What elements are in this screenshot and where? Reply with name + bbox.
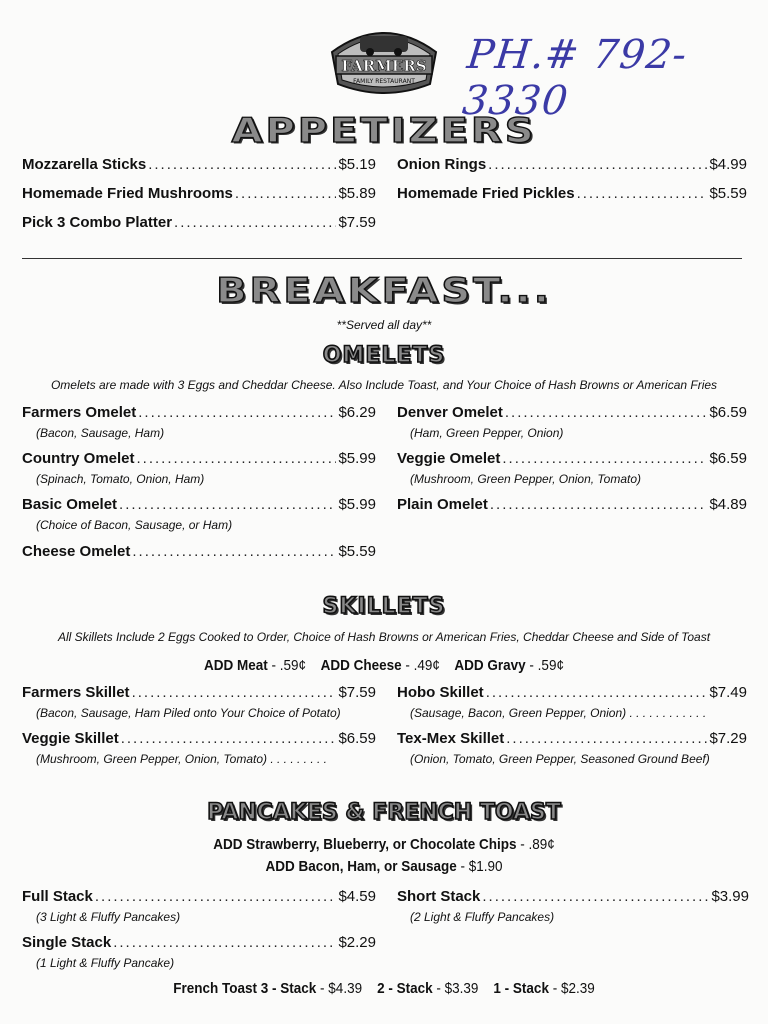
appetizers-heading: APPETIZERS [231, 111, 537, 151]
menu-item: Short Stack ..... $3.99 [397, 888, 749, 908]
item-description: (Mushroom, Green Pepper, Onion, Tomato) . . . . . . . . . [36, 752, 328, 766]
item-description: (Onion, Tomato, Green Pepper, Seasoned Ground Beef) [410, 752, 710, 766]
menu-item: Basic Omelet ..... $5.99 [22, 496, 376, 516]
menu-item: Farmers Omelet ..... $6.29 [22, 404, 376, 424]
menu-item: Full Stack ..... $4.59 [22, 888, 376, 908]
item-description: (Choice of Bacon, Sausage, or Ham) [36, 518, 233, 532]
menu-item: Cheese Omelet ..... $5.59 [22, 543, 376, 563]
item-description: (Spinach, Tomato, Onion, Ham) [36, 472, 205, 486]
breakfast-heading: BREAKFAST... [216, 271, 552, 311]
menu-item: Veggie Skillet ..... $6.59 [22, 730, 376, 750]
menu-item: Country Omelet ..... $5.99 [22, 450, 376, 470]
section-divider [22, 258, 742, 259]
menu-item: Pick 3 Combo Platter ..... $7.59 [22, 214, 376, 234]
menu-item: Single Stack ..... $2.29 [22, 934, 376, 954]
skillet-addons: ADD Meat - .59¢ ADD Cheese - .49¢ ADD Gravy - .59¢ [204, 657, 564, 674]
french-toast-line: French Toast 3 - Stack - $4.39 2 - Stack - $3.39 1 - Stack - $2.39 [173, 980, 595, 997]
menu-item: Homemade Fried Pickles ..... $5.59 [397, 185, 747, 205]
item-description: (1 Light & Fluffy Pancake) [36, 956, 175, 970]
pancake-addon-fruit: ADD Strawberry, Blueberry, or Chocolate Chips - .89¢ [213, 836, 555, 853]
item-description: (2 Light & Fluffy Pancakes) [410, 910, 555, 924]
item-description: (3 Light & Fluffy Pancakes) [36, 910, 181, 924]
pancakes-heading: PANCAKES & FRENCH TOAST [207, 800, 561, 825]
farmers-logo [326, 22, 442, 96]
omelets-description: Omelets are made with 3 Eggs and Cheddar Cheese. Also Include Toast, and Your Choice of Hash Browns or American Fries [50, 378, 718, 392]
svg-text:FAMILY RESTAURANT: FAMILY RESTAURANT [353, 78, 415, 85]
skillets-description: All Skillets Include 2 Eggs Cooked to Order, Choice of Hash Browns or American Fries, Cheddar Cheese and Side of Toast [57, 630, 711, 644]
item-description: (Bacon, Sausage, Ham Piled onto Your Choice of Potato) [36, 706, 341, 720]
menu-item: Tex-Mex Skillet ..... $7.29 [397, 730, 747, 750]
svg-text:FARMERS: FARMERS [341, 57, 427, 75]
item-description: (Sausage, Bacon, Green Pepper, Onion) . . . . . . . . . . . . [410, 706, 707, 720]
omelets-heading: OMELETS [322, 343, 446, 368]
menu-item: Onion Rings ..... $4.99 [397, 156, 747, 176]
menu-item: Homemade Fried Mushrooms ..... $5.89 [22, 185, 376, 205]
skillets-heading: SKILLETS [322, 594, 446, 619]
item-description: (Mushroom, Green Pepper, Onion, Tomato) [410, 472, 641, 486]
pancake-addon-meat: ADD Bacon, Ham, or Sausage - $1.90 [265, 858, 503, 875]
handwritten-phone-number: PH.# 792-3330 [460, 32, 690, 124]
menu-item: Plain Omelet ..... $4.89 [397, 496, 747, 516]
menu-item: Veggie Omelet ..... $6.59 [397, 450, 747, 470]
item-description: (Ham, Green Pepper, Onion) [410, 426, 564, 440]
menu-item: Denver Omelet ..... $6.59 [397, 404, 747, 424]
menu-item: Hobo Skillet ..... $7.49 [397, 684, 747, 704]
menu-item: Mozzarella Sticks ..... $5.19 [22, 156, 376, 176]
item-description: (Bacon, Sausage, Ham) [36, 426, 165, 440]
served-all-day-note: **Served all day** [336, 318, 432, 332]
menu-item: Farmers Skillet ..... $7.59 [22, 684, 376, 704]
